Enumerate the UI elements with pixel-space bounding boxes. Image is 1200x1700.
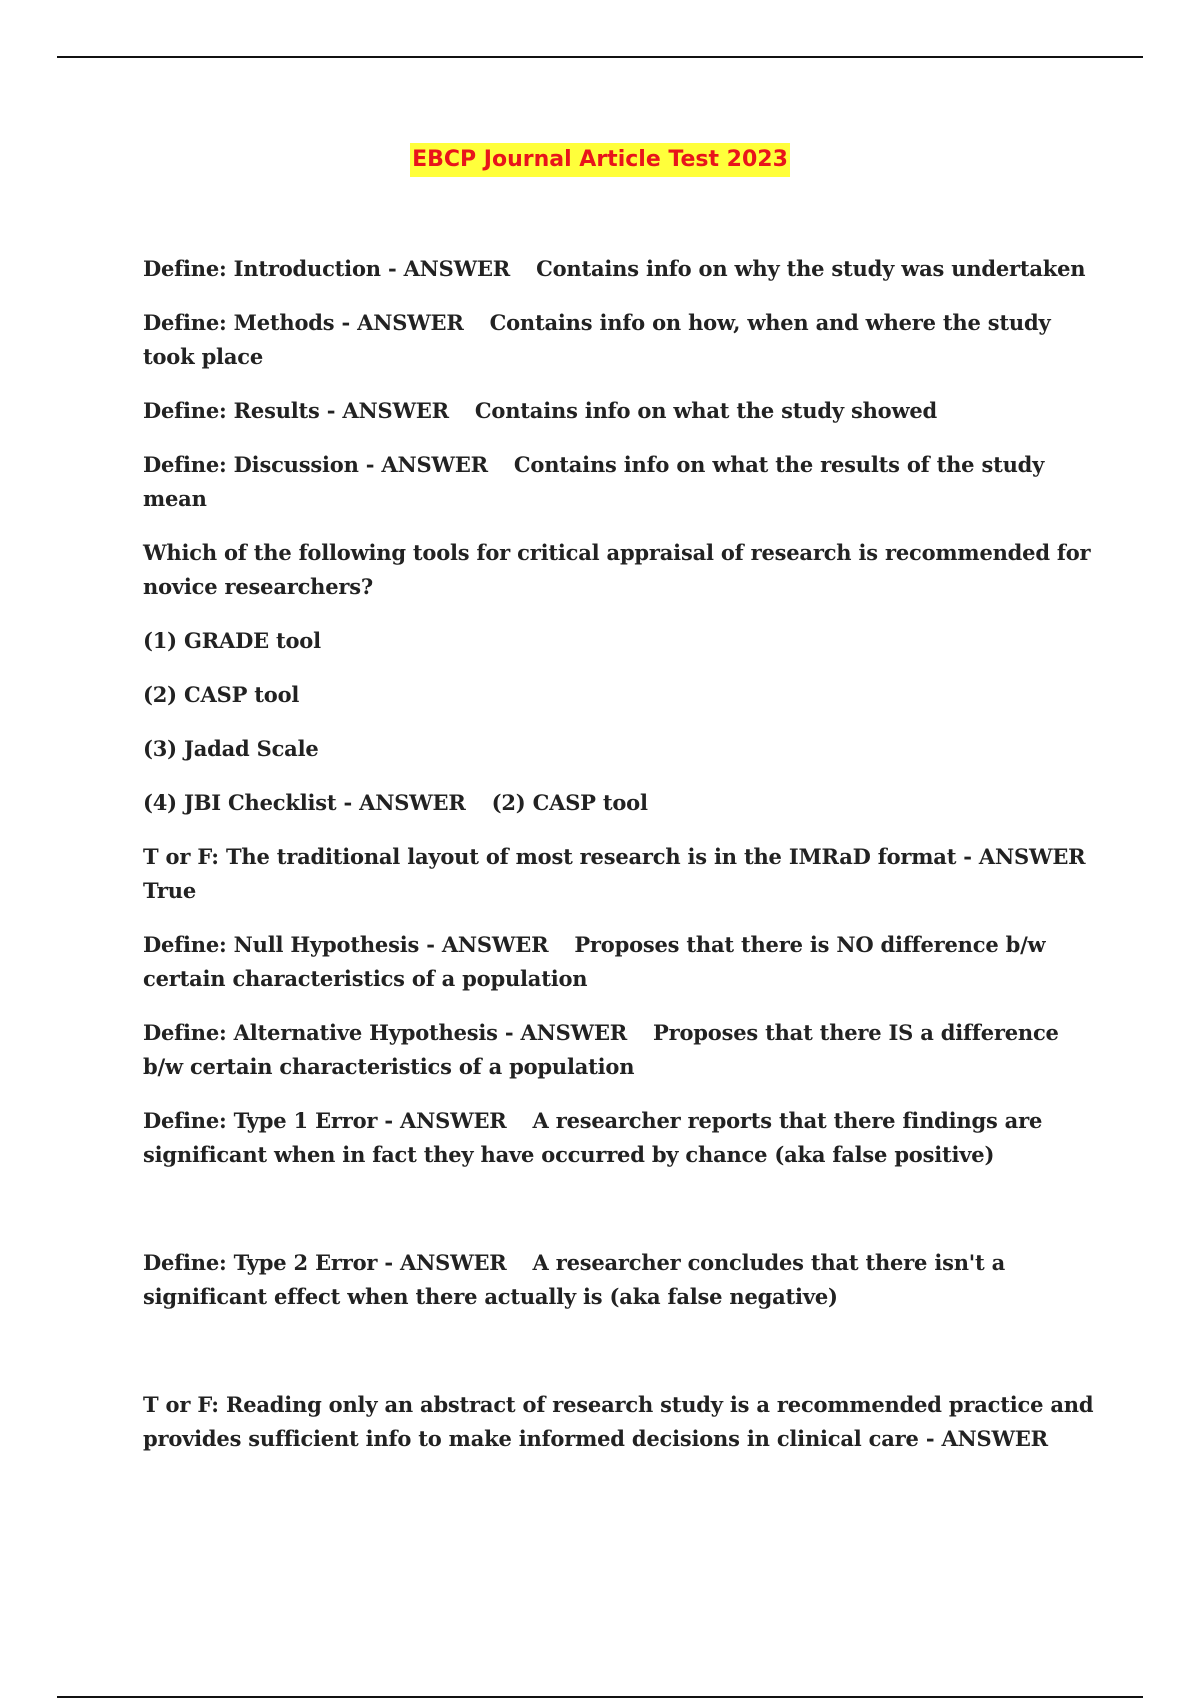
top-rule bbox=[57, 56, 1143, 58]
qa-item bbox=[143, 786, 1098, 820]
question-text: Define: Introduction - ANSWER bbox=[143, 256, 511, 281]
title-block bbox=[0, 143, 1200, 177]
answer-text: Contains info on what the study showed bbox=[474, 398, 937, 423]
qa-item bbox=[143, 1246, 1098, 1314]
question-text: Which of the following tools for critical appraisal of research is recommended for novice researchers? bbox=[143, 540, 1091, 599]
qa-item bbox=[143, 394, 1098, 428]
bottom-rule bbox=[57, 1696, 1143, 1698]
question-text: Define: Methods - ANSWER bbox=[143, 310, 464, 335]
answer-text: A researcher concludes that there isn't a significant effect when there actually is (aka false negative) bbox=[143, 1250, 1006, 1309]
answer-text: (2) CASP tool bbox=[491, 790, 648, 815]
question-text: Define: Results - ANSWER bbox=[143, 398, 449, 423]
question-text: T or F: The traditional layout of most research is in the IMRaD format - ANSWER bbox=[143, 844, 1086, 869]
qa-item bbox=[143, 1016, 1098, 1084]
question-text: T or F: Reading only an abstract of research study is a recommended practice and provides sufficient info to make informed decisions in clinical care - ANSWER bbox=[143, 1392, 1094, 1451]
qa-item bbox=[143, 448, 1098, 516]
qa-item bbox=[143, 306, 1098, 374]
option-text: (4) JBI Checklist - ANSWER bbox=[143, 790, 466, 815]
qa-item bbox=[143, 928, 1098, 996]
option-text: (3) Jadad Scale bbox=[143, 736, 319, 761]
answer-text: True bbox=[143, 878, 196, 903]
option-item bbox=[143, 624, 1098, 658]
qa-item bbox=[143, 1388, 1098, 1456]
qa-item bbox=[143, 840, 1098, 908]
answer-text: Contains info on how, when and where the study took place bbox=[143, 310, 1051, 369]
document-title: EBCP Journal Article Test 2023 bbox=[410, 143, 790, 177]
question-text: Define: Null Hypothesis - ANSWER bbox=[143, 932, 549, 957]
answer-text: Contains info on why the study was undertaken bbox=[536, 256, 1086, 281]
answer-text: Proposes that there IS a difference b/w certain characteristics of a population bbox=[143, 1020, 1059, 1079]
option-item bbox=[143, 678, 1098, 712]
question-stem bbox=[143, 536, 1098, 604]
answer-text: Proposes that there is NO difference b/w certain characteristics of a population bbox=[143, 932, 1046, 991]
qa-item bbox=[143, 1104, 1098, 1172]
option-text: (1) GRADE tool bbox=[143, 628, 321, 653]
option-text: (2) CASP tool bbox=[143, 682, 300, 707]
question-text: Define: Type 2 Error - ANSWER bbox=[143, 1250, 507, 1275]
option-item bbox=[143, 732, 1098, 766]
qa-item bbox=[143, 252, 1098, 286]
question-text: Define: Type 1 Error - ANSWER bbox=[143, 1108, 507, 1133]
question-text: Define: Alternative Hypothesis - ANSWER bbox=[143, 1020, 628, 1045]
answer-text: Contains info on what the results of the study mean bbox=[143, 452, 1045, 511]
qa-list bbox=[143, 252, 1098, 1476]
answer-text: A researcher reports that there findings are significant when in fact they have occurred by chance (aka false positive) bbox=[143, 1108, 1043, 1167]
question-text: Define: Discussion - ANSWER bbox=[143, 452, 488, 477]
